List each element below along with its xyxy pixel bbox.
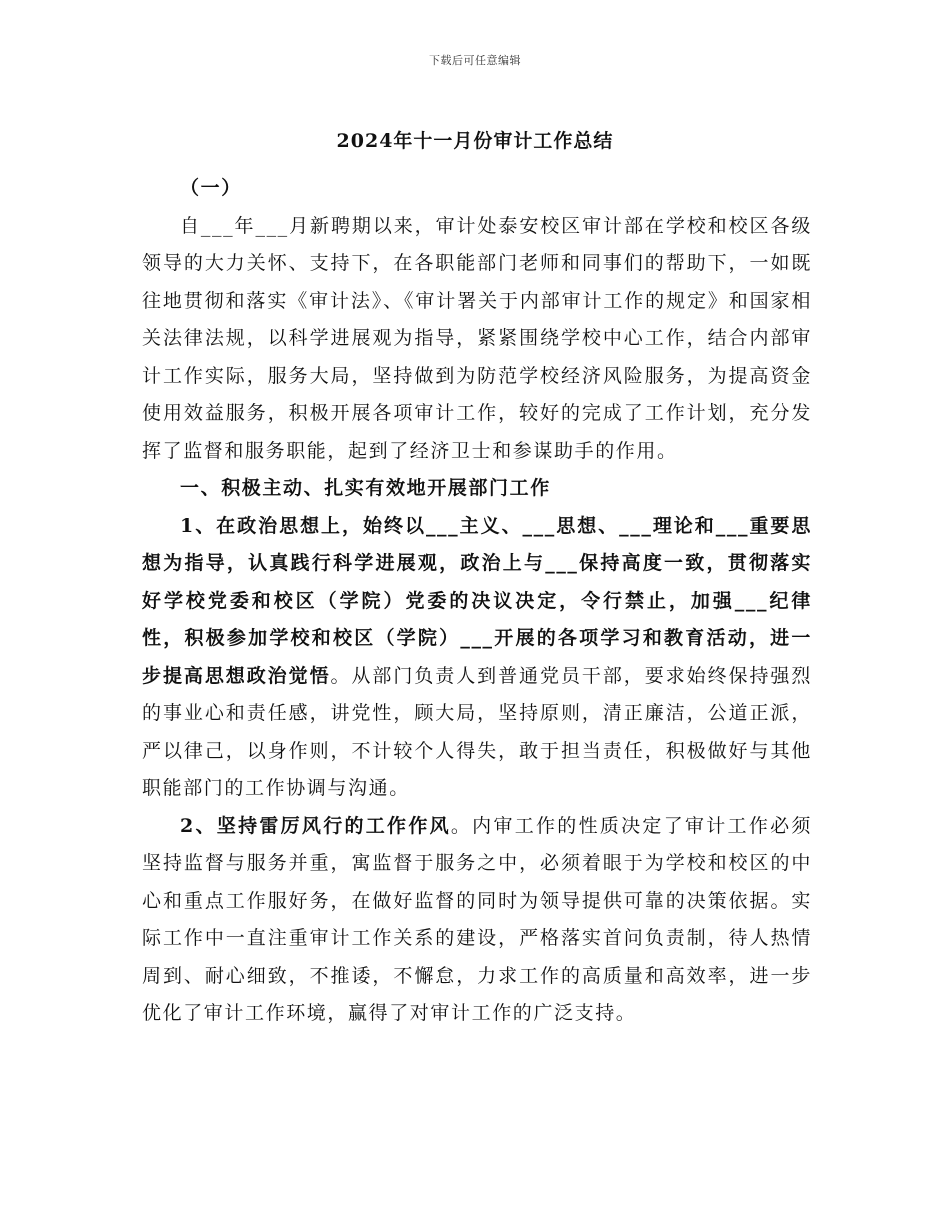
header-note: 下载后可任意编辑 [429, 54, 521, 67]
section-heading: 一、积极主动、扎实有效地开展部门工作 [180, 477, 551, 499]
item-1-lead: 1、在政治思想上，始终以___主义、___思想、___理论和___重要思想为指导，认真践行科学进展观，政治上与___保持高度一致，贯彻落实好学校党委和校区（学院）党委的决议决定，令行禁止，加强___纪律性，积极参加学校和校区（学院）___开展的各项学习和教育活动，进一步提高思想政治觉悟 [142, 514, 812, 687]
item-2-paragraph [142, 808, 812, 1033]
document-title: 2024年十一月份审计工作总结 [336, 130, 614, 152]
item-2-lead: 2、坚持雷厉风行的工作作风 [180, 814, 451, 837]
subtitle: （一） [180, 177, 242, 199]
item-2-text: 。内审工作的性质决定了审计工作必须坚持监督与服务并重，寓监督于服务之中，必须着眼于为学校和校区的中心和重点工作服好务，在做好监督的同时为领导提供可靠的决策依据。实际工作中一直注重审计工作关系的建设，严格落实首问负责制，待人热情周到、耐心细致，不推诿，不懈怠，力求工作的高质量和高效率，进一步优化了审计工作环境，赢得了对审计工作的广泛支持。 [142, 814, 812, 1024]
document-body [142, 170, 812, 1033]
intro-paragraph: 自___年___月新聘期以来，审计处泰安校区审计部在学校和校区各级领导的大力关怀、支持下，在各职能部门老师和同事们的帮助下，一如既往地贯彻和落实《审计法》、《审计署关于内部审计工作的规定》和国家相关法律法规，以科学进展观为指导，紧紧围绕学校中心工作，结合内部审计工作实际，服务大局，坚持做到为防范学校经济风险服务，为提高资金使用效益服务，积极开展各项审计工作，较好的完成了工作计划，充分发挥了监督和服务职能，起到了经济卫士和参谋助手的作用。 [142, 214, 812, 462]
item-1-paragraph [142, 508, 812, 808]
item-1-text: 。从部门负责人到普通党员干部，要求始终保持强烈的事业心和责任感，讲党性，顾大局，坚持原则，清正廉洁，公道正派，严以律己，以身作则，不计较个人得失，敢于担当责任，积极做好与其他职能部门的工作协调与沟通。 [142, 664, 812, 799]
